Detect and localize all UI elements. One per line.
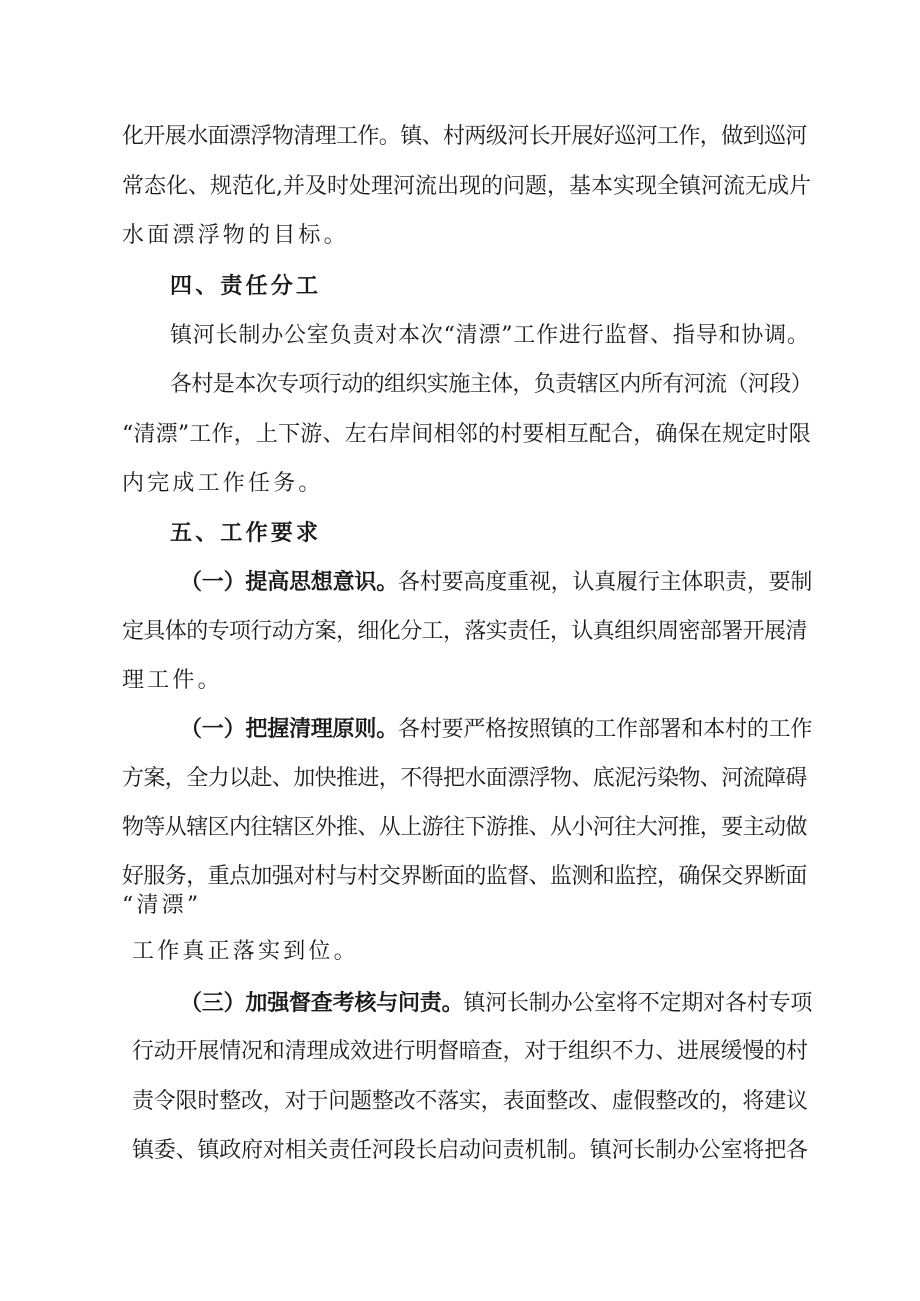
paragraph-5-line-2: 方案，全力以赴、加快推进，不得把水面漂浮物、底泥污染物、河流障碍	[122, 766, 807, 791]
paragraph-3-line-3: 内完成工作任务。	[122, 471, 324, 496]
paragraph-5-line-6: 工作真正落实到位。	[132, 939, 359, 964]
paragraph-4-line-1-text: 各村要高度重视，认真履行主体职责，要制	[398, 570, 813, 595]
paragraph-1-line-1: 化开展水面漂浮物清理工作。镇、村两级河长开展好巡河工作，做到巡河	[122, 124, 807, 149]
paragraph-4-line-1	[180, 567, 812, 598]
paragraph-5-line-1	[180, 714, 812, 745]
paragraph-5-line-3: 物等从辖区内往辖区外推、从上游往下游推、从小河往大河推，要主动做	[122, 815, 807, 840]
paragraph-1-line-3: 水面漂浮物的目标。	[122, 223, 349, 248]
paragraph-3-line-2: “清漂”工作，上下游、左右岸间相邻的村要相互配合，确保在规定时限	[122, 422, 811, 447]
paragraph-4-line-2: 定具体的专项行动方案，细化分工，落实责任，认真组织周密部署开展清	[122, 619, 807, 644]
paragraph-4-lead: （一）提高思想意识。	[180, 569, 399, 595]
paragraph-6-line-4: 镇委、镇政府对相关责任河段长启动问责机制。镇河长制办公室将把各	[132, 1138, 808, 1163]
paragraph-6-line-2: 行动开展情况和清理成效进行明督暗查，对于组织不力、进展缓慢的村	[132, 1039, 808, 1064]
paragraph-5-line-5: “清漂”	[122, 893, 202, 918]
paragraph-5-line-4: 好服务，重点加强对村与村交界断面的监督、监测和监控，确保交界断面	[122, 864, 807, 889]
paragraph-5-line-1-text: 各村要严格按照镇的工作部署和本村的工作	[398, 717, 813, 742]
paragraph-6-line-1	[180, 988, 812, 1019]
paragraph-1-line-2: 常态化、规范化,并及时处理河流出现的问题，基本实现全镇河流无成片	[122, 174, 811, 199]
paragraph-6-lead: （三）加强督查考核与问责。	[180, 990, 464, 1016]
section-heading-4: 四、责任分工	[170, 273, 322, 299]
paragraph-2: 镇河长制办公室负责对本次“清漂”工作进行监督、指导和协调。	[170, 323, 810, 348]
paragraph-6-line-3: 责令限时整改，对于问题整改不落实，表面整改、虚假整改的，将建议	[132, 1089, 808, 1114]
paragraph-4-line-3: 理工件。	[122, 668, 223, 693]
section-heading-5: 五、工作要求	[170, 520, 322, 546]
paragraph-3-line-1: 各村是本次专项行动的组织实施主体，负责辖区内所有河流（河段）	[170, 372, 813, 397]
paragraph-5-lead: （一）把握清理原则。	[180, 716, 399, 742]
paragraph-6-line-1-text: 镇河长制办公室将不定期对各村专项	[463, 991, 813, 1016]
